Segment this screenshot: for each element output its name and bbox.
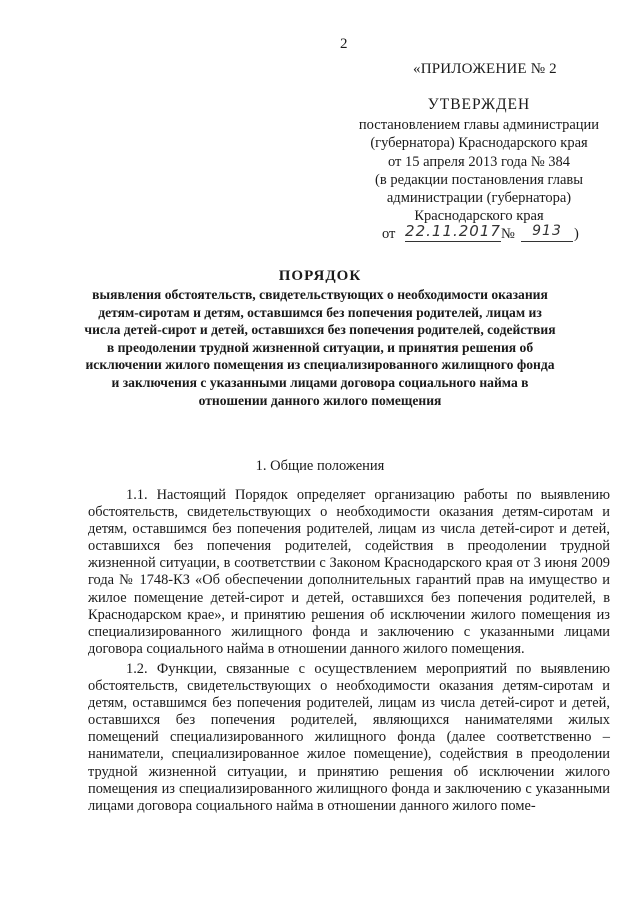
- appendix-label: «ПРИЛОЖЕНИЕ № 2: [413, 61, 557, 77]
- page-number: 2: [340, 36, 348, 52]
- handwritten-number: 913: [521, 222, 573, 241]
- approval-line-4: (в редакции постановления главы: [375, 171, 583, 188]
- approval-line-5: администрации (губернатора): [386, 190, 572, 207]
- approval-line-2: (губернатора) Краснодарского края: [370, 135, 588, 152]
- number-sign: №: [501, 226, 515, 243]
- document-title: ПОРЯДОК: [278, 268, 362, 284]
- paragraph-1-2: 1.2. Функции, связанные с осуществлением мероприятий по выявлению обстоятельств, свидетельствующих о необходимости оказания детям-сиротам и детям, оставшимся без попечения родителей, лицам из числа детей-сирот и детей, оставшихся без попечения родителей, являющихся нанимателями жилых помещений специализированного жилищного фонда (далее соответственно – наниматели, специализированное жилое помещение), содействия в преодолении трудной жизненной ситуации, и принятию решения об исключении жилого помещения из специализированного жилищного фонда и заключению с указанными лицами договора социального найма в отношении данного жилого поме-: [88, 660, 610, 814]
- section-heading: 1. Общие положения: [255, 458, 385, 474]
- document-subtitle: выявления обстоятельств, свидетельствующих о необходимости оказания детям-сиротам и детям, оставшимся без попечения родителей, лицам из числа детей-сирот и детей, оставшихся без попечения родителей, содействия в преодолении трудной жизненной ситуации, и принятия решения об исключении жилого помещения из специализированного жилищного фонда и заключения с указанными лицами договора социального найма в отношении данного жилого помещения: [84, 287, 556, 408]
- section-body: [88, 487, 610, 815]
- approval-block: [345, 96, 613, 245]
- revision-date-line: [345, 222, 613, 245]
- approval-line-3: от 15 апреля 2013 года № 384: [387, 153, 571, 170]
- from-word: от: [382, 226, 396, 243]
- approval-line-1: постановлением главы администрации: [358, 117, 600, 134]
- handwritten-date: 22.11.2017: [405, 222, 501, 241]
- approved-label: УТВЕРЖДЕН: [427, 96, 531, 113]
- approval-line-6: Краснодарского края: [414, 208, 544, 225]
- closing-parenthesis: ): [574, 226, 579, 243]
- paragraph-1-1: 1.1. Настоящий Порядок определяет организацию работы по выявлению обстоятельств, свидетельствующих о необходимости оказания детям-сиротам и детям, оставшимся без попечения родителей, лицам из числа детей-сирот и детей, оставшихся без попечения родителей, содействия в преодолении трудной жизненной ситуации, в соответствии с Законом Краснодарского края от 3 июня 2009 года № 1748-КЗ «Об обеспечении дополнительных гарантий прав на имущество и жилое помещение детей-сирот и детей, оставшихся без попечения родителей, в Краснодарском крае», и принятию решения об исключении жилого помещения из специализированного жилищного фонда и заключению с указанными лицами договора социального найма в отношении данного жилого помещения.: [88, 487, 610, 657]
